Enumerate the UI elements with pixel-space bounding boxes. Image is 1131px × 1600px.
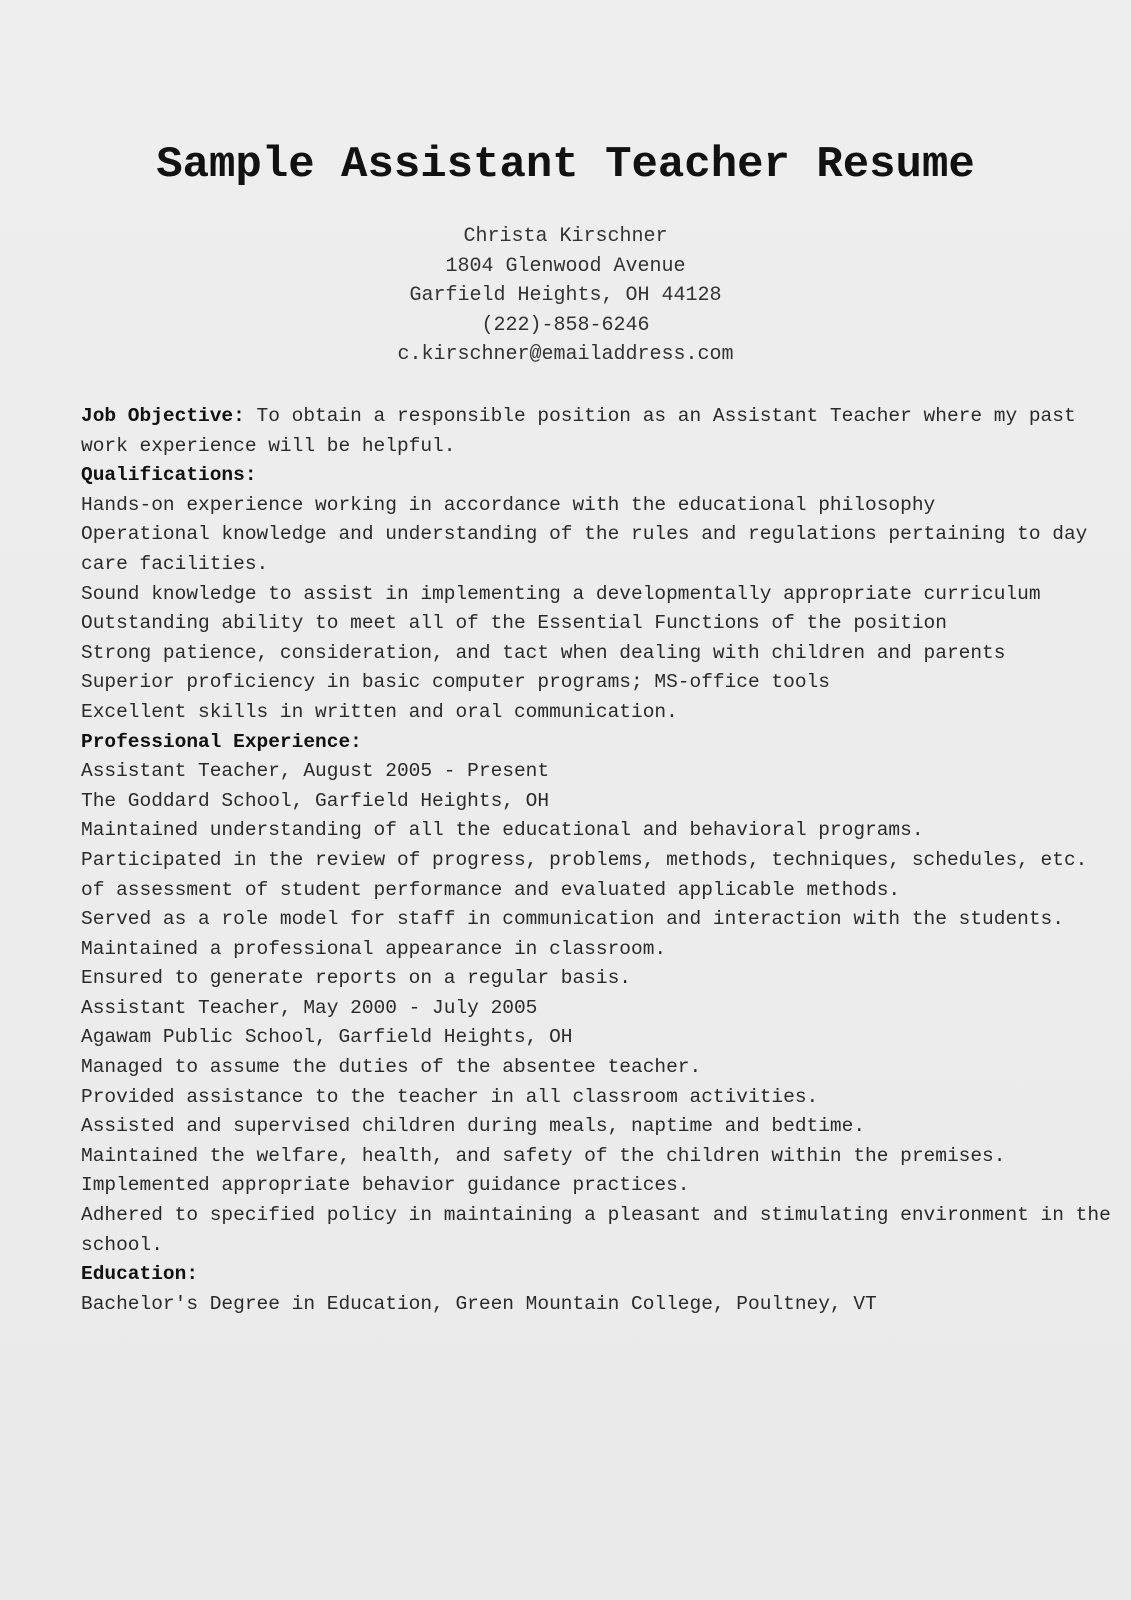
experience-item: The Goddard School, Garfield Heights, OH <box>81 789 550 812</box>
page-title: Sample Assistant Teacher Resume <box>156 140 975 190</box>
experience-item: school. <box>81 1233 163 1256</box>
experience-item: Implemented appropriate behavior guidance practices. <box>81 1174 690 1197</box>
resume-body <box>81 402 1111 1319</box>
experience-item: Adhered to specified policy in maintaining a pleasant and stimulating environment in the <box>81 1204 1111 1227</box>
qualification-item: Hands-on experience working in accordance with the educational philosophy <box>81 493 936 516</box>
experience-item: Assisted and supervised children during meals, naptime and bedtime. <box>81 1115 866 1138</box>
experience-heading: Professional Experience: <box>81 730 362 753</box>
experience-item: Agawam Public School, Garfield Heights, OH <box>81 1026 573 1049</box>
education-item: Bachelor's Degree in Education, Green Mountain College, Poultney, VT <box>81 1292 877 1315</box>
qualifications-heading: Qualifications: <box>81 464 257 487</box>
experience-item: Maintained a professional appearance in classroom. <box>81 937 667 960</box>
contact-street: 1804 Glenwood Avenue <box>445 254 686 278</box>
contact-name: Christa Kirschner <box>463 225 668 248</box>
experience-item: Maintained the welfare, health, and safety of the children within the premises. <box>81 1144 1006 1167</box>
experience-item: Assistant Teacher, August 2005 - Present <box>81 760 550 783</box>
qualification-item: Operational knowledge and understanding of the rules and regulations pertaining to day <box>81 523 1088 546</box>
experience-item: Provided assistance to the teacher in all classroom activities. <box>81 1085 819 1108</box>
experience-item: of assessment of student performance and evaluated applicable methods. <box>81 878 901 901</box>
education-heading: Education: <box>81 1263 199 1286</box>
qualification-item: Strong patience, consideration, and tact when dealing with children and parents <box>81 641 1006 664</box>
contact-phone: (222)-858-6246 <box>481 313 650 337</box>
qualification-item: care facilities. <box>81 552 269 575</box>
experience-item: Ensured to generate reports on a regular basis. <box>81 967 631 990</box>
objective-heading: Job Objective: <box>81 405 245 427</box>
experience-item: Served as a role model for staff in communication and interaction with the students. <box>81 908 1064 931</box>
qualification-item: Excellent skills in written and oral communication. <box>81 700 678 723</box>
objective-line <box>81 402 1076 432</box>
qualification-item: Superior proficiency in basic computer programs; MS-office tools <box>81 671 830 694</box>
qualification-item: Sound knowledge to assist in implementing a developmentally appropriate curriculum <box>81 582 1041 605</box>
objective-text-cont: work experience will be helpful. <box>81 434 456 457</box>
qualification-item: Outstanding ability to meet all of the Essential Functions of the position <box>81 612 947 635</box>
experience-item: Maintained understanding of all the educational and behavioral programs. <box>81 819 924 842</box>
contact-block <box>0 222 1131 370</box>
contact-city: Garfield Heights, OH 44128 <box>409 284 722 307</box>
experience-item: Managed to assume the duties of the absentee teacher. <box>81 1056 702 1079</box>
experience-item: Assistant Teacher, May 2000 - July 2005 <box>81 996 538 1019</box>
contact-email: c.kirschner@emailaddress.com <box>397 343 734 366</box>
experience-item: Participated in the review of progress, problems, methods, techniques, schedules, etc. <box>81 848 1088 871</box>
objective-text: To obtain a responsible position as an Assistant Teacher where my past <box>244 405 1076 427</box>
